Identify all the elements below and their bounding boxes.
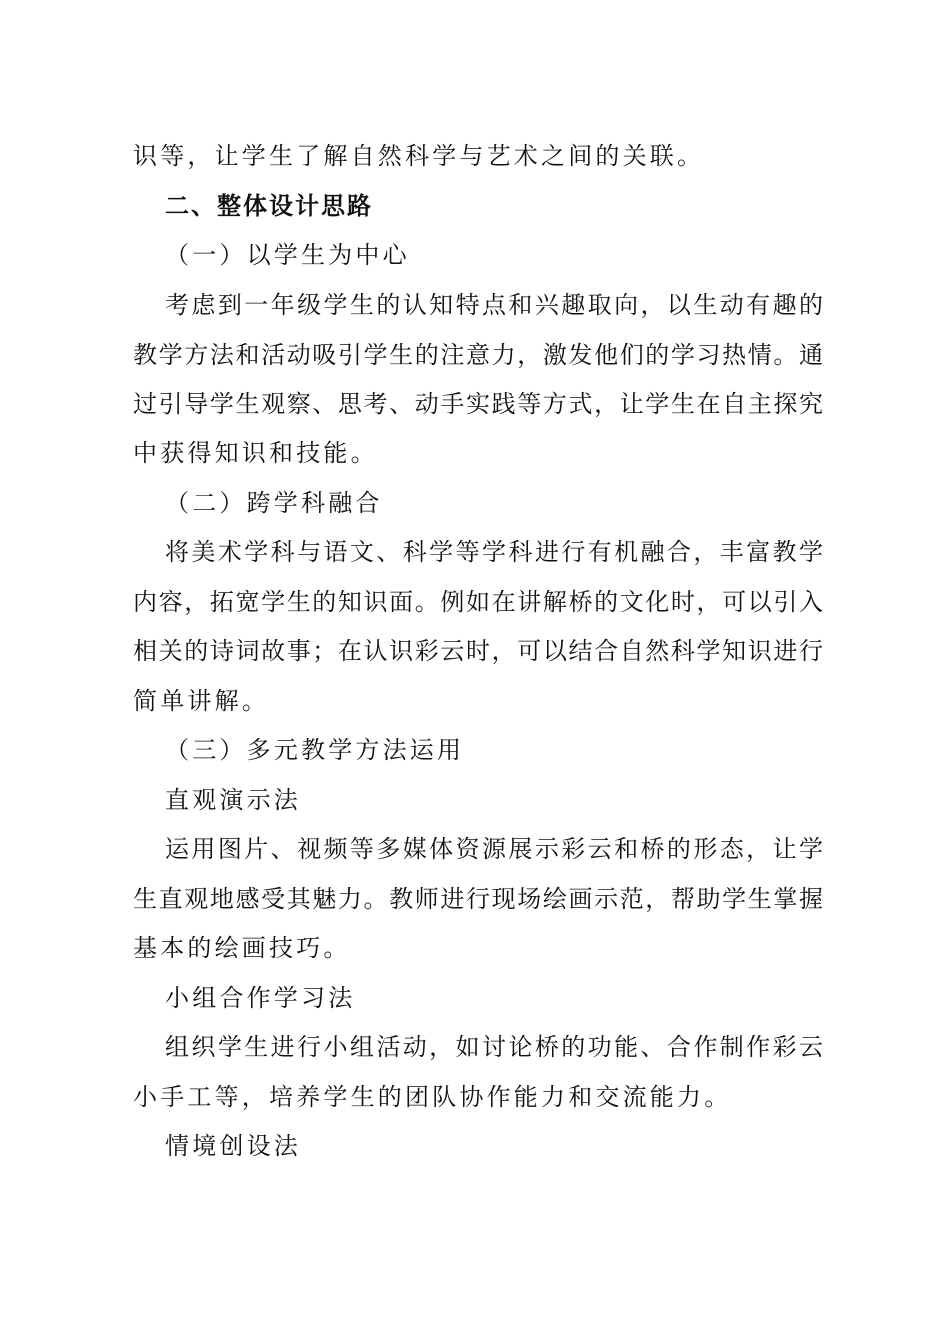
- method-title: 直观演示法: [165, 786, 301, 814]
- subsection-heading: （三）多元教学方法运用: [165, 736, 465, 764]
- paragraph-line: 生直观地感受其魅力。教师进行现场绘画示范，帮助学生掌握: [133, 885, 823, 913]
- paragraph-line: 简单讲解。: [133, 687, 269, 715]
- paragraph-line: 识等，让学生了解自然科学与艺术之间的关联。: [133, 142, 705, 170]
- method-title: 小组合作学习法: [165, 984, 356, 1012]
- paragraph-line: 中获得知识和技能。: [133, 439, 378, 467]
- paragraph-line: 将美术学科与语文、科学等学科进行有机融合，丰富教学: [165, 538, 823, 566]
- section-heading: 二、整体设计思路: [165, 192, 373, 220]
- paragraph-line: 考虑到一年级学生的认知特点和兴趣取向，以生动有趣的: [165, 291, 823, 319]
- paragraph-line: 组织学生进行小组活动，如讨论桥的功能、合作制作彩云: [165, 1033, 823, 1061]
- paragraph-line: 运用图片、视频等多媒体资源展示彩云和桥的形态，让学: [165, 835, 823, 863]
- subsection-heading: （二）跨学科融合: [165, 489, 383, 517]
- paragraph-line: 教学方法和活动吸引学生的注意力，激发他们的学习热情。通: [133, 341, 823, 369]
- paragraph-line: 内容，拓宽学生的知识面。例如在讲解桥的文化时，可以引入: [133, 588, 823, 616]
- paragraph-line: 相关的诗词故事；在认识彩云时，可以结合自然科学知识进行: [133, 637, 823, 665]
- paragraph-line: 基本的绘画技巧。: [133, 934, 351, 962]
- paragraph-line: 小手工等，培养学生的团队协作能力和交流能力。: [133, 1083, 732, 1111]
- paragraph-line: 过引导学生观察、思考、动手实践等方式，让学生在自主探究: [133, 390, 823, 418]
- method-title: 情境创设法: [165, 1132, 301, 1160]
- subsection-heading: （一）以学生为中心: [165, 241, 410, 269]
